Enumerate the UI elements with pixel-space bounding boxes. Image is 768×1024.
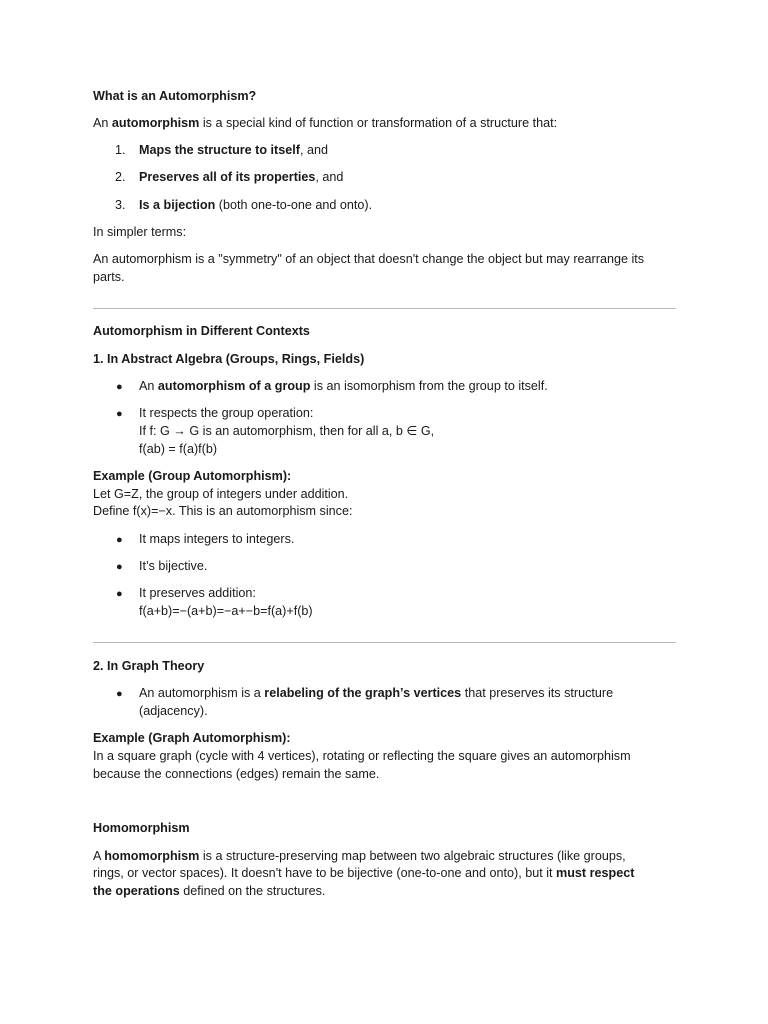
example-text-line1: In a square graph (cycle with 4 vertices), rotating or reflecting the square gives an automorphism xyxy=(93,749,631,763)
list-item: Preserves all of its properties, and xyxy=(139,170,344,184)
simpler-terms-text: In simpler terms: xyxy=(93,225,187,239)
example-heading: Example (Group Automorphism): xyxy=(93,469,292,483)
list-item: It’s bijective. xyxy=(139,559,208,573)
list-item: It maps integers to integers. xyxy=(139,532,295,546)
bullet-icon: ● xyxy=(116,381,123,393)
bullet-icon: ● xyxy=(116,588,123,600)
homomorphism-text-line1: A homomorphism is a structure-preserving map between two algebraic structures (like groups, xyxy=(93,849,626,863)
list-item-line3: f(ab) = f(a)f(b) xyxy=(139,442,218,456)
heading-what-is-automorphism: What is an Automorphism? xyxy=(93,89,257,103)
horizontal-divider xyxy=(93,642,676,643)
heading-contexts: Automorphism in Different Contexts xyxy=(93,324,310,338)
list-item: An automorphism of a group is an isomorphism from the group to itself. xyxy=(139,379,548,393)
subheading-abstract-algebra: 1. In Abstract Algebra (Groups, Rings, Fields) xyxy=(93,352,365,366)
list-item-line2: f(a+b)=−(a+b)=−a+−b=f(a)+f(b) xyxy=(139,604,313,618)
list-item: Maps the structure to itself, and xyxy=(139,143,328,157)
bullet-icon: ● xyxy=(116,688,123,700)
example-text-line1: Let G=Z, the group of integers under addition. xyxy=(93,487,349,501)
list-item-line1: It respects the group operation: xyxy=(139,406,314,420)
list-item: Is a bijection (both one-to-one and onto). xyxy=(139,198,373,212)
list-item-line1: An automorphism is a relabeling of the graph’s vertices that preserves its structure xyxy=(139,686,614,700)
example-text-line2: Define f(x)=−x. This is an automorphism since: xyxy=(93,504,353,518)
list-number: 2. xyxy=(115,170,126,184)
horizontal-divider xyxy=(93,308,676,309)
list-item-line1: It preserves addition: xyxy=(139,586,256,600)
bullet-icon: ● xyxy=(116,561,123,573)
subheading-graph-theory: 2. In Graph Theory xyxy=(93,659,205,673)
homomorphism-text-line2: rings, or vector spaces). It doesn't have to be bijective (one-to-one and onto), but it must respect xyxy=(93,866,635,880)
homomorphism-text-line3: the operations defined on the structures. xyxy=(93,884,326,898)
bullet-icon: ● xyxy=(116,534,123,546)
example-text-line2: because the connections (edges) remain the same. xyxy=(93,767,380,781)
intro-paragraph: An automorphism is a special kind of function or transformation of a structure that: xyxy=(93,116,558,130)
symmetry-text-line2: parts. xyxy=(93,270,125,284)
list-item-line2: (adjacency). xyxy=(139,704,208,718)
list-item-line2: If f: G → G is an automorphism, then for all a, b ∈ G, xyxy=(139,424,435,438)
list-number: 3. xyxy=(115,198,126,212)
bullet-icon: ● xyxy=(116,408,123,420)
heading-homomorphism: Homomorphism xyxy=(93,821,190,835)
list-number: 1. xyxy=(115,143,126,157)
symmetry-text-line1: An automorphism is a "symmetry" of an object that doesn't change the object but may rearrange its xyxy=(93,252,645,266)
example-heading: Example (Graph Automorphism): xyxy=(93,731,291,745)
